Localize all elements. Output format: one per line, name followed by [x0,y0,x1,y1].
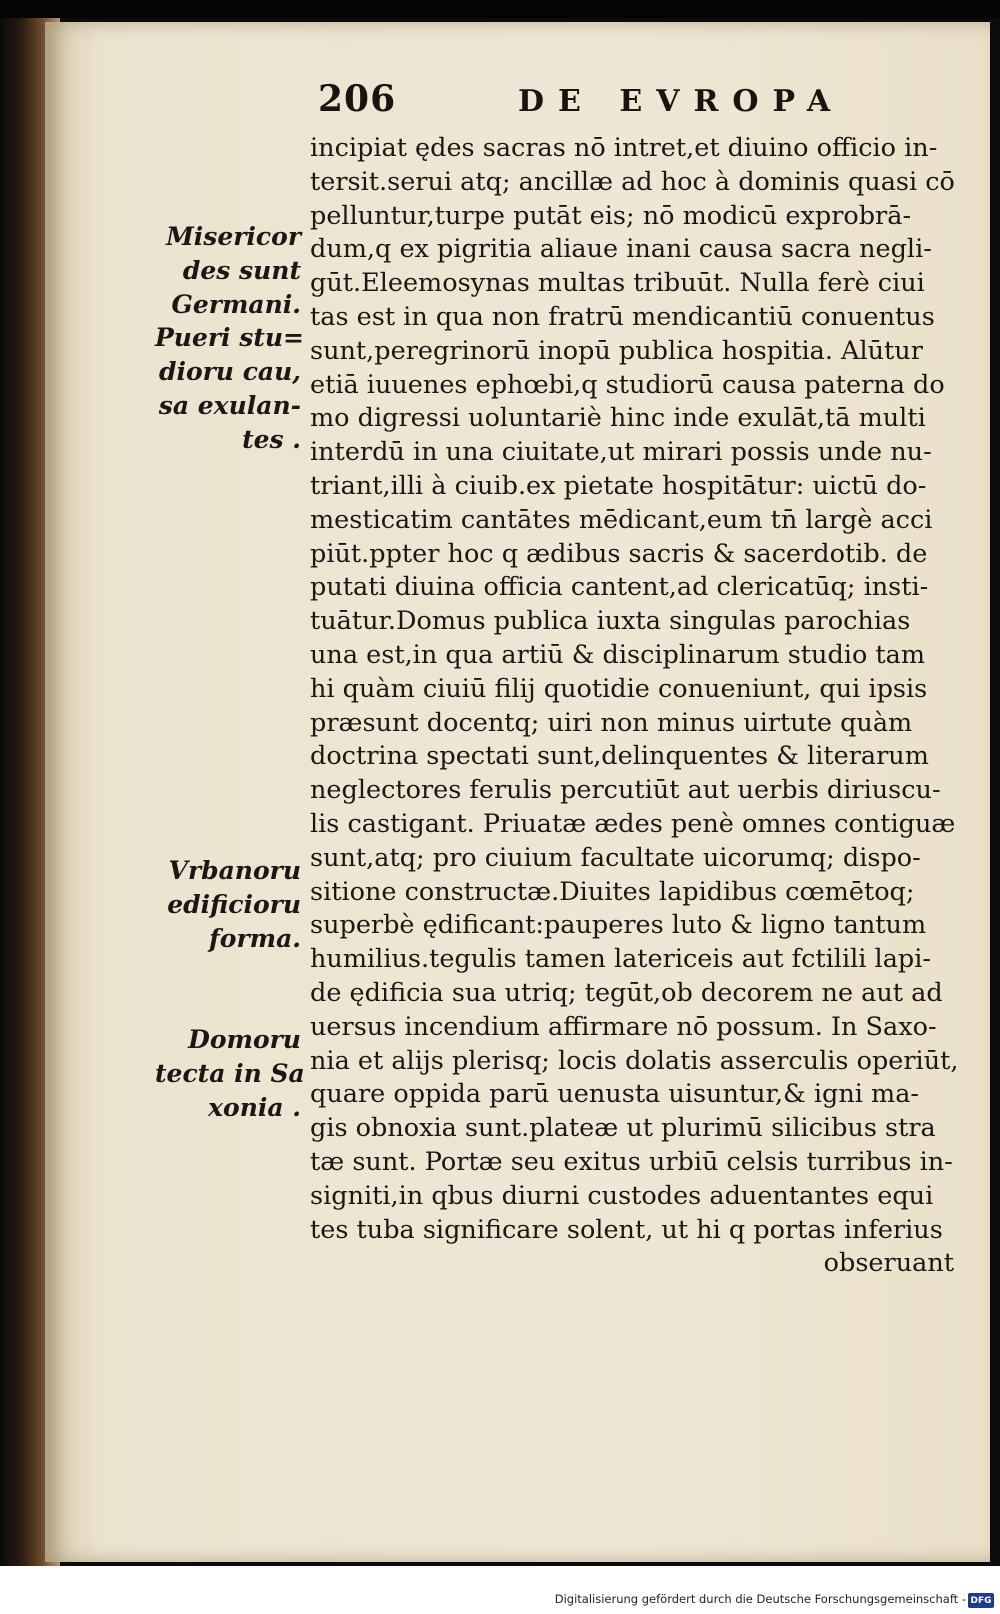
text-line: triant,illi à ciuib.ex pietate hospitātur: uictū do- [310,470,927,501]
text-line: doctrina spectati sunt,delinquentes & literarum [310,741,929,772]
marginal-note-line: tecta in Sa [155,1058,305,1088]
text-line: tersit.serui atq; ancillæ ad hoc à dominis quasi cō [310,166,955,197]
marginal-note [155,854,301,955]
marginal-note-line: des sunt [182,255,301,285]
running-title: DE EVROPA [518,84,845,119]
text-line: dum,q ex pigritia aliaue inani causa sacra negli- [310,234,932,265]
text-line: humilius.tegulis tamen latericeis aut fctilili lapi- [310,944,931,975]
text-line: uersus incendium affirmare nō possum. In Saxo- [310,1011,937,1042]
page-number: 206 [318,78,397,120]
scan-top-border [0,0,1000,18]
text-line: etiā iuuenes ephœbi,q studiorū causa paterna do [310,369,945,400]
text-line: lis castigant. Priuatæ ædes penè omnes contiguæ [310,808,956,839]
page-header [318,78,958,128]
text-line: interdū in una ciuitate,ut mirari possis unde nu- [310,437,932,468]
text-line: nia et alijs plerisq; locis dolatis asserculis operiūt, [310,1045,959,1076]
text-line: sunt,atq; pro ciuium facultate uicorumq; dispo- [310,842,921,873]
text-line: mo digressi uoluntariè hinc inde exulāt,tā multi [310,403,926,434]
marginal-note-line: Misericor [166,222,301,251]
text-line: incipiat ędes sacras nō intret,et diuino officio in- [310,133,938,163]
text-line: gis obnoxia sunt.plateæ ut plurimū silicibus stra [310,1113,936,1144]
text-line: sitione constructæ.Diuites lapidibus cœmētoq; [310,876,915,907]
text-line: gūt.Eleemosynas multas tribuūt. Nulla ferè ciui [310,268,925,299]
marginal-note-line: dioru cau, [158,357,301,387]
text-line: de ędificia sua utriq; tegūt,ob decorem ne aut ad [310,977,943,1008]
text-line: una est,in qua artiū & disciplinarum studio tam [310,639,926,670]
digitization-credit: Digitalisierung gefördert durch die Deutsche Forschungsgemeinschaft - [554,1592,966,1606]
marginal-note-line: Vrbanoru [168,856,301,885]
text-line: hi quàm ciuiū filij quotidie conueniunt, qui ipsis [310,673,928,704]
text-line: neglectores ferulis percutiūt aut uerbis diriuscu- [310,775,941,806]
marginal-note-line: xonia . [208,1092,301,1122]
marginal-note-line: tes . [242,424,301,454]
marginal-note-line: Pueri stu= [155,323,304,353]
marginal-note [155,220,304,457]
text-line: tas est in qua non fratrū mendicantiū conuentus [310,301,935,332]
text-line: tæ sunt. Portæ seu exitus urbiū celsis turribus in- [310,1146,953,1177]
marginal-note-line: edificioru [167,889,301,919]
text-line: putati diuina officia cantent,ad clericatūq; insti- [310,572,929,603]
dfg-logo: DFG [968,1593,994,1608]
scan-footer [0,1566,1000,1614]
text-line: piūt.ppter hoc q ædibus sacris & sacerdotib. de [310,538,928,569]
marginal-note-line: Domoru [188,1025,301,1054]
text-line: præsunt docentq; uiri non minus uirtute quàm [310,707,913,738]
text-line: mesticatim cantātes mēdicant,eum tn̄ largè acci [310,504,933,535]
text-line: sunt,peregrinorū inopū publica hospitia. Alūtur [310,335,923,366]
text-line: superbè ędificant:pauperes luto & ligno tantum [310,910,927,941]
text-line: tes tuba significare solent, ut hi q portas inferius [310,1214,943,1245]
text-line: pelluntur,turpe putāt eis; nō modicū exprobrā- [310,200,912,231]
catchword: obseruant [823,1248,954,1279]
marginal-note [155,1023,305,1124]
marginal-note-line: forma. [209,923,301,953]
marginal-note-line: sa exulan- [158,390,301,420]
text-line: tuātur.Domus publica iuxta singulas parochias [310,606,911,637]
text-line: signiti,in qbus diurni custodes aduentantes equi [310,1180,934,1211]
body-text [310,132,964,1281]
marginal-note-line: Germani. [171,289,301,319]
text-line: quare oppida parū uenusta uisuntur,& igni ma- [310,1079,920,1110]
